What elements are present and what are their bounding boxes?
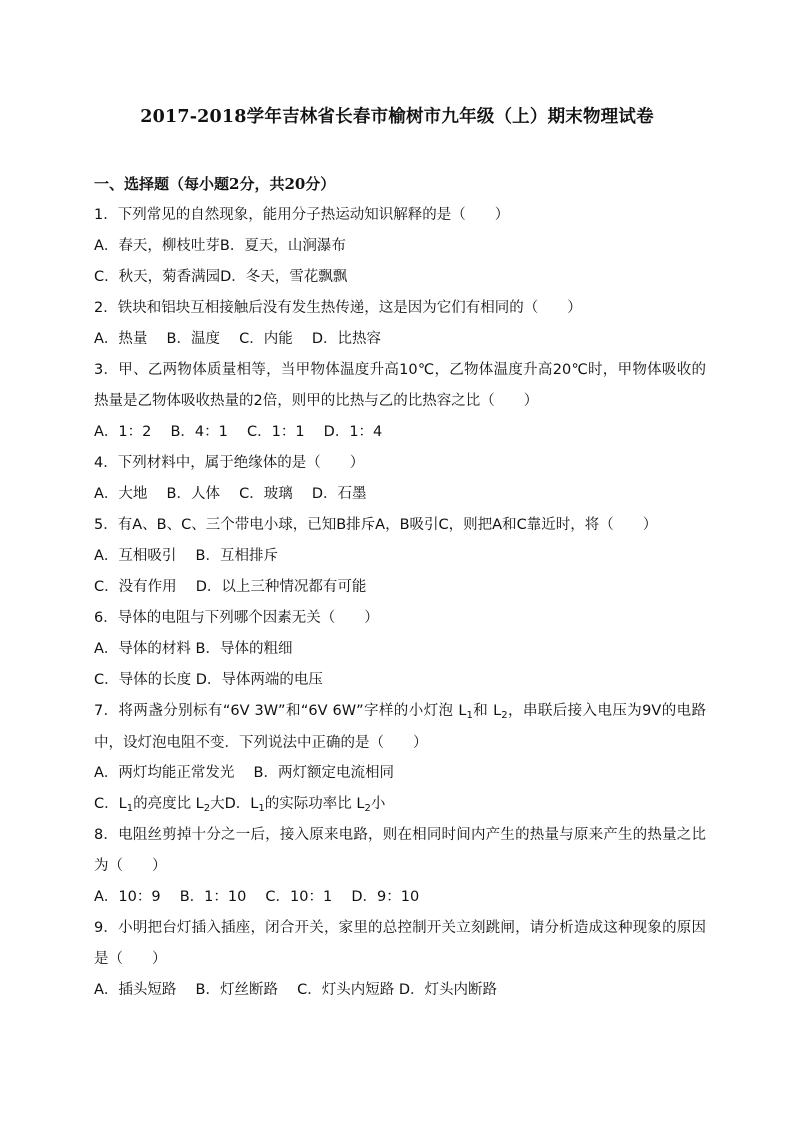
question-1-stem: 1．下列常见的自然现象，能用分子热运动知识解释的是（ ）	[94, 207, 510, 223]
subscript-1: 1	[126, 803, 134, 814]
question-1-options-row-2: C．秋天，菊香满园D．冬天，雪花飘飘	[94, 269, 348, 285]
question-4-options: A．大地 B．人体 C．玻璃 D．石墨	[94, 486, 367, 502]
question-2-options: A．热量 B．温度 C．内能 D．比热容	[94, 331, 381, 347]
question-list	[94, 200, 706, 1006]
question-6-stem: 6．导体的电阻与下列哪个因素无关（ ）	[94, 610, 379, 626]
question-6-options-row-1: A．导体的材料 B．导体的粗细	[94, 641, 293, 657]
question-5-options-row-2: C．没有作用 D．以上三种情况都有可能	[94, 579, 367, 595]
question-9-options: A．插头短路 B．灯丝断路 C．灯头内短路 D．灯头内断路	[94, 982, 497, 998]
question-3-stem: 3．甲、乙两物体质量相等，当甲物体温度升高10℃，乙物体温度升高20℃时，甲物体吸收的热量是乙物体吸收热量的2倍，则甲的比热与乙的比热容之比（ ）	[94, 362, 706, 409]
question-3-options: A．1：2 B．4：1 C．1：1 D．1：4	[94, 424, 383, 440]
section-heading: 一、选择题（每小题2分，共20分）	[94, 175, 336, 193]
question-7-options-row-2	[94, 789, 706, 820]
question-7-stem-part-2: 和 L	[472, 703, 502, 719]
question-7-stem-part-3: ，串联后接入电压为9V的电路中，设灯泡电阻不变．下列说法中正确的是（ ）	[94, 703, 706, 751]
option-c-part-1: C．L	[94, 796, 127, 812]
question-7-stem	[94, 696, 706, 758]
option-d-part-3: 小	[370, 796, 386, 812]
subscript-2: 2	[364, 803, 371, 814]
subscript-2: 2	[501, 710, 508, 721]
question-4-stem: 4．下列材料中，属于绝缘体的是（ ）	[94, 455, 365, 471]
question-5-stem: 5．有A、B、C、三个带电小球，已知B排斥A，B吸引C，则把A和C靠近时，将（ ）	[94, 517, 658, 533]
question-7-stem-part-1: 7．将两盏分别标有“6V 3W”和“6V 6W”字样的小灯泡 L	[94, 703, 467, 719]
question-8-options: A．10：9 B．1：10 C．10：1 D．9：10	[94, 889, 420, 905]
question-6-options-row-2: C．导体的长度 D．导体两端的电压	[94, 672, 323, 688]
subscript-1: 1	[466, 710, 473, 721]
question-9-stem: 9．小明把台灯插入插座，闭合开关，家里的总控制开关立刻跳闸，请分析造成这种现象的原因是（ ）	[94, 920, 706, 967]
question-1-options-row-1: A．春天，柳枝吐芽B．夏天，山涧瀑布	[94, 238, 346, 254]
subscript-2: 2	[203, 803, 211, 814]
option-d-part-1: 大D．L	[210, 796, 259, 812]
question-5-options-row-1: A．互相吸引 B．互相排斥	[94, 548, 278, 564]
page-title: 2017-2018学年吉林省长春市榆树市九年级（上）期末物理试卷	[140, 107, 654, 127]
question-7-options-row-1: A．两灯均能正常发光 B．两灯额定电流相同	[94, 765, 394, 781]
subscript-1: 1	[258, 803, 265, 814]
question-8-stem: 8．电阻丝剪掉十分之一后，接入原来电路，则在相同时间内产生的热量与原来产生的热量之比为（ ）	[94, 827, 706, 874]
option-d-part-2: 的实际功率比 L	[264, 796, 365, 812]
option-c-part-2: 的亮度比 L	[133, 796, 204, 812]
question-2-stem: 2．铁块和铝块互相接触后没有发生热传递，这是因为它们有相同的（ ）	[94, 300, 582, 316]
